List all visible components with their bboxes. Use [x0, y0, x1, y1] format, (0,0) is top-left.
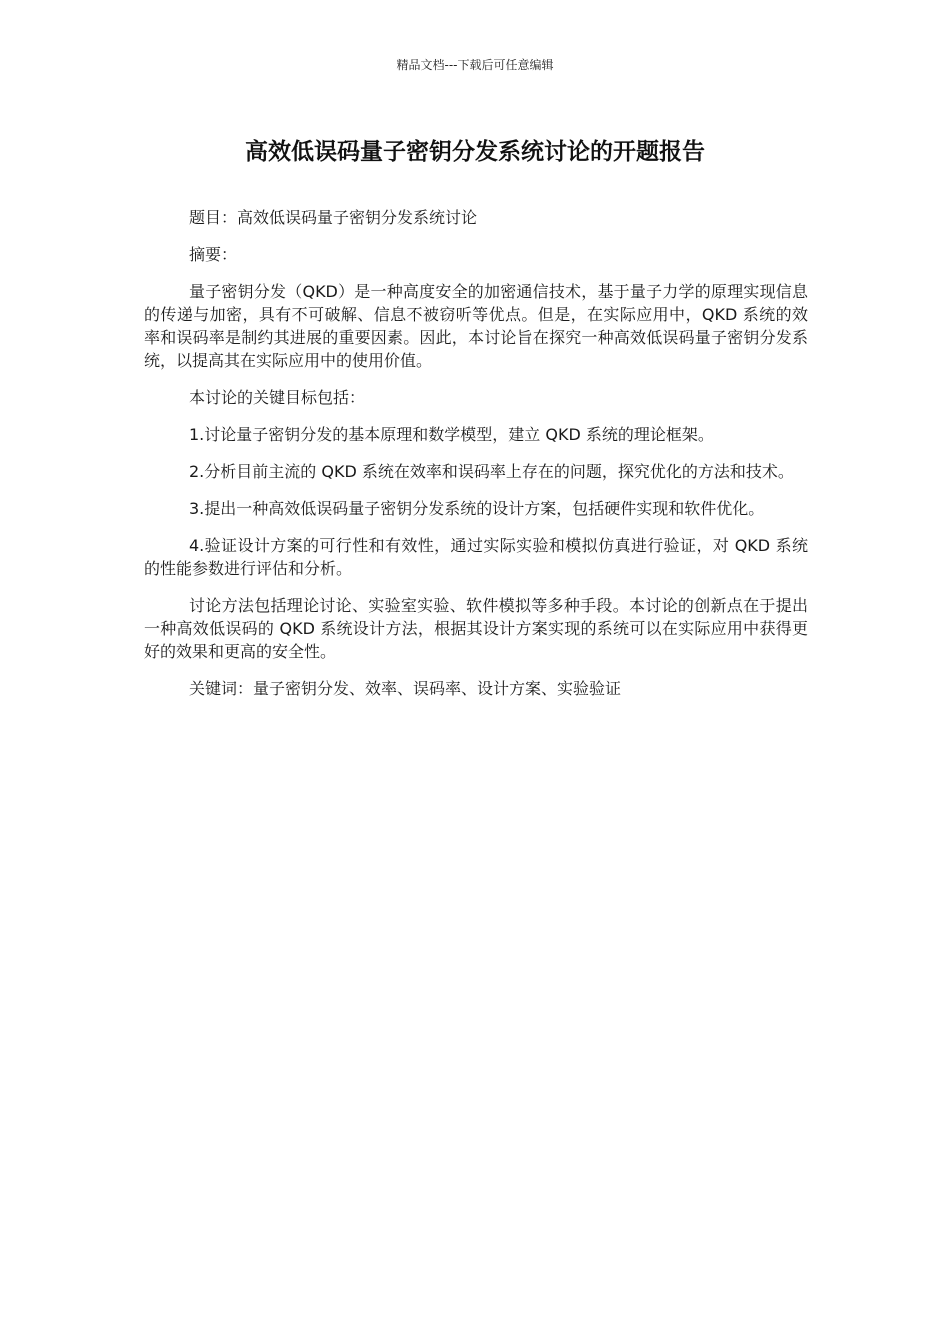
paragraph-keywords: 关键词：量子密钥分发、效率、误码率、设计方案、实验验证	[189, 679, 622, 698]
paragraph-goals-heading: 本讨论的关键目标包括：	[189, 388, 366, 407]
paragraph-methods: 讨论方法包括理论讨论、实验室实验、软件模拟等多种手段。本讨论的创新点在于提出一种高效低误码的 QKD 系统设计方法，根据其设计方案实现的系统可以在实际应用中获得更好的效果和更高的安全性。	[144, 596, 808, 661]
paragraph-goal-2: 2.分析目前主流的 QKD 系统在效率和误码率上存在的问题，探究优化的方法和技术。	[189, 462, 794, 481]
document-body	[144, 206, 808, 714]
paragraph-goal-1: 1.讨论量子密钥分发的基本原理和数学模型，建立 QKD 系统的理论框架。	[189, 425, 714, 444]
paragraph-goal-4: 4.验证设计方案的可行性和有效性，通过实际实验和模拟仿真进行验证，对 QKD 系统的性能参数进行评估和分析。	[144, 536, 808, 578]
paragraph-topic: 题目：高效低误码量子密钥分发系统讨论	[189, 208, 478, 227]
paragraph-abstract-heading: 摘要：	[189, 245, 238, 264]
paragraph-abstract: 量子密钥分发（QKD）是一种高度安全的加密通信技术，基于量子力学的原理实现信息的传递与加密，具有不可破解、信息不被窃听等优点。但是，在实际应用中，QKD 系统的效率和误码率是制约其进展的重要因素。因此，本讨论旨在探究一种高效低误码量子密钥分发系统，以提高其在实际应用中的使用价值。	[144, 282, 808, 370]
document-title: 高效低误码量子密钥分发系统讨论的开题报告	[245, 139, 705, 165]
page-header: 精品文档---下载后可任意编辑	[396, 58, 554, 72]
paragraph-goal-3: 3.提出一种高效低误码量子密钥分发系统的设计方案，包括硬件实现和软件优化。	[189, 499, 765, 518]
